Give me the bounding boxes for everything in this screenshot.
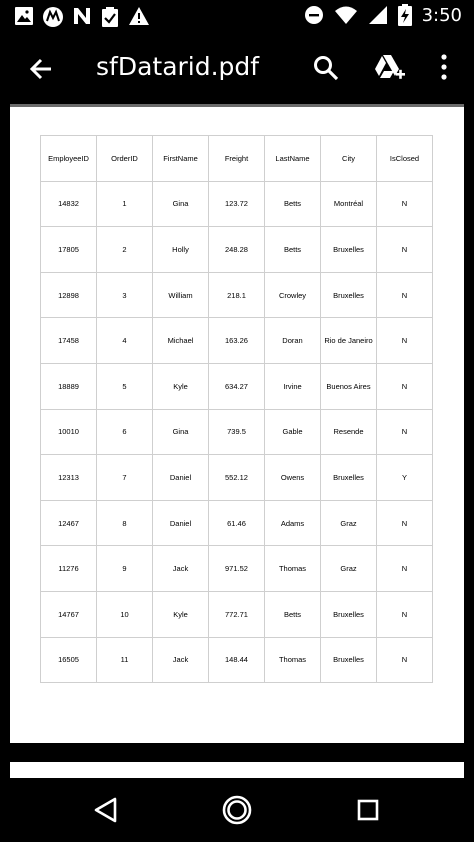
dnd-icon	[304, 5, 324, 25]
table-cell: 10	[97, 591, 153, 637]
table-cell: 248.28	[209, 227, 265, 273]
table-cell: 971.52	[209, 546, 265, 592]
table-cell: 11	[97, 637, 153, 683]
column-header: FirstName	[153, 136, 209, 182]
table-row	[41, 363, 433, 409]
table-cell: Buenos Aires	[321, 363, 377, 409]
n-icon	[72, 6, 92, 28]
table-cell: N	[377, 500, 433, 546]
status-bar	[0, 0, 474, 32]
table-cell: Gina	[153, 181, 209, 227]
table-cell: N	[377, 637, 433, 683]
table-row	[41, 227, 433, 273]
table-row	[41, 318, 433, 364]
table-cell: 10010	[41, 409, 97, 455]
signal-icon	[368, 5, 388, 25]
table-cell: 148.44	[209, 637, 265, 683]
back-button[interactable]	[26, 54, 56, 84]
table-cell: Bruxelles	[321, 455, 377, 501]
navigation-bar	[0, 778, 474, 842]
table-cell: Montréal	[321, 181, 377, 227]
table-row	[41, 637, 433, 683]
table-cell: 772.71	[209, 591, 265, 637]
search-button[interactable]	[312, 54, 340, 82]
table-cell: Michael	[153, 318, 209, 364]
table-cell: N	[377, 318, 433, 364]
nav-recents-icon	[357, 799, 379, 821]
table-row	[41, 546, 433, 592]
table-row	[41, 181, 433, 227]
clipboard-check-icon	[100, 6, 120, 28]
table-cell: 123.72	[209, 181, 265, 227]
column-header: OrderID	[97, 136, 153, 182]
table-cell: Thomas	[265, 546, 321, 592]
table-cell: Thomas	[265, 637, 321, 683]
table-cell: Betts	[265, 181, 321, 227]
table-cell: Betts	[265, 591, 321, 637]
table-cell: Y	[377, 455, 433, 501]
table-cell: 14767	[41, 591, 97, 637]
more-options-button[interactable]	[436, 52, 452, 82]
table-cell: N	[377, 272, 433, 318]
nav-back-button[interactable]	[92, 796, 120, 824]
table-cell: Kyle	[153, 591, 209, 637]
wifi-icon	[334, 5, 358, 25]
search-icon	[312, 54, 340, 82]
table-cell: 218.1	[209, 272, 265, 318]
motorola-icon	[42, 6, 64, 28]
table-cell: N	[377, 363, 433, 409]
table-cell: 9	[97, 546, 153, 592]
table-row	[41, 591, 433, 637]
table-cell: 1	[97, 181, 153, 227]
table-cell: Jack	[153, 637, 209, 683]
table-cell: Irvine	[265, 363, 321, 409]
table-cell: 12313	[41, 455, 97, 501]
table-cell: N	[377, 591, 433, 637]
table-cell: 16505	[41, 637, 97, 683]
back-arrow-icon	[26, 54, 56, 84]
nav-back-icon	[92, 796, 120, 824]
table-cell: Adams	[265, 500, 321, 546]
table-cell: 3	[97, 272, 153, 318]
table-cell: 6	[97, 409, 153, 455]
status-time: 3:50	[421, 4, 462, 26]
table-cell: 4	[97, 318, 153, 364]
table-cell: 163.26	[209, 318, 265, 364]
table-cell: 552.12	[209, 455, 265, 501]
table-cell: Bruxelles	[321, 637, 377, 683]
table-cell: N	[377, 409, 433, 455]
data-table	[40, 135, 433, 683]
table-cell: Daniel	[153, 500, 209, 546]
battery-charging-icon	[398, 4, 412, 26]
table-cell: 18889	[41, 363, 97, 409]
app-bar	[0, 32, 474, 104]
table-cell: William	[153, 272, 209, 318]
table-cell: 61.46	[209, 500, 265, 546]
table-cell: 5	[97, 363, 153, 409]
table-cell: 12898	[41, 272, 97, 318]
table-cell: N	[377, 181, 433, 227]
column-header: Freight	[209, 136, 265, 182]
image-icon	[14, 6, 34, 28]
table-cell: 11276	[41, 546, 97, 592]
table-cell: 7	[97, 455, 153, 501]
column-header: City	[321, 136, 377, 182]
table-cell: Crowley	[265, 272, 321, 318]
table-cell: 12467	[41, 500, 97, 546]
table-cell: Kyle	[153, 363, 209, 409]
table-cell: Resende	[321, 409, 377, 455]
table-cell: Bruxelles	[321, 227, 377, 273]
table-cell: Holly	[153, 227, 209, 273]
table-cell: Graz	[321, 500, 377, 546]
table-cell: 634.27	[209, 363, 265, 409]
table-cell: Bruxelles	[321, 272, 377, 318]
table-row	[41, 500, 433, 546]
add-to-drive-button[interactable]	[374, 54, 406, 82]
table-cell: Daniel	[153, 455, 209, 501]
table-cell: 739.5	[209, 409, 265, 455]
column-header: EmployeeID	[41, 136, 97, 182]
table-row	[41, 409, 433, 455]
column-header: LastName	[265, 136, 321, 182]
table-row	[41, 272, 433, 318]
document-title: sfDatarid.pdf	[96, 52, 260, 81]
table-cell: Gable	[265, 409, 321, 455]
table-cell: N	[377, 546, 433, 592]
table-cell: Graz	[321, 546, 377, 592]
drive-add-icon	[374, 54, 406, 82]
nav-recents-button[interactable]	[357, 799, 379, 821]
pdf-page	[10, 107, 464, 743]
table-cell: Doran	[265, 318, 321, 364]
table-cell: Rio de Janeiro	[321, 318, 377, 364]
table-cell: Gina	[153, 409, 209, 455]
table-row	[41, 455, 433, 501]
pdf-viewer[interactable]	[0, 104, 474, 778]
nav-home-button[interactable]	[222, 795, 252, 825]
table-cell: 17458	[41, 318, 97, 364]
column-header: IsClosed	[377, 136, 433, 182]
table-cell: Jack	[153, 546, 209, 592]
nav-home-icon	[222, 795, 252, 825]
table-cell: N	[377, 227, 433, 273]
more-vert-icon	[436, 52, 452, 82]
table-cell: 8	[97, 500, 153, 546]
table-cell: Betts	[265, 227, 321, 273]
warning-icon	[128, 6, 150, 28]
table-cell: Bruxelles	[321, 591, 377, 637]
table-cell: Owens	[265, 455, 321, 501]
table-cell: 2	[97, 227, 153, 273]
table-header-row	[41, 136, 433, 182]
table-cell: 17805	[41, 227, 97, 273]
table-cell: 14832	[41, 181, 97, 227]
